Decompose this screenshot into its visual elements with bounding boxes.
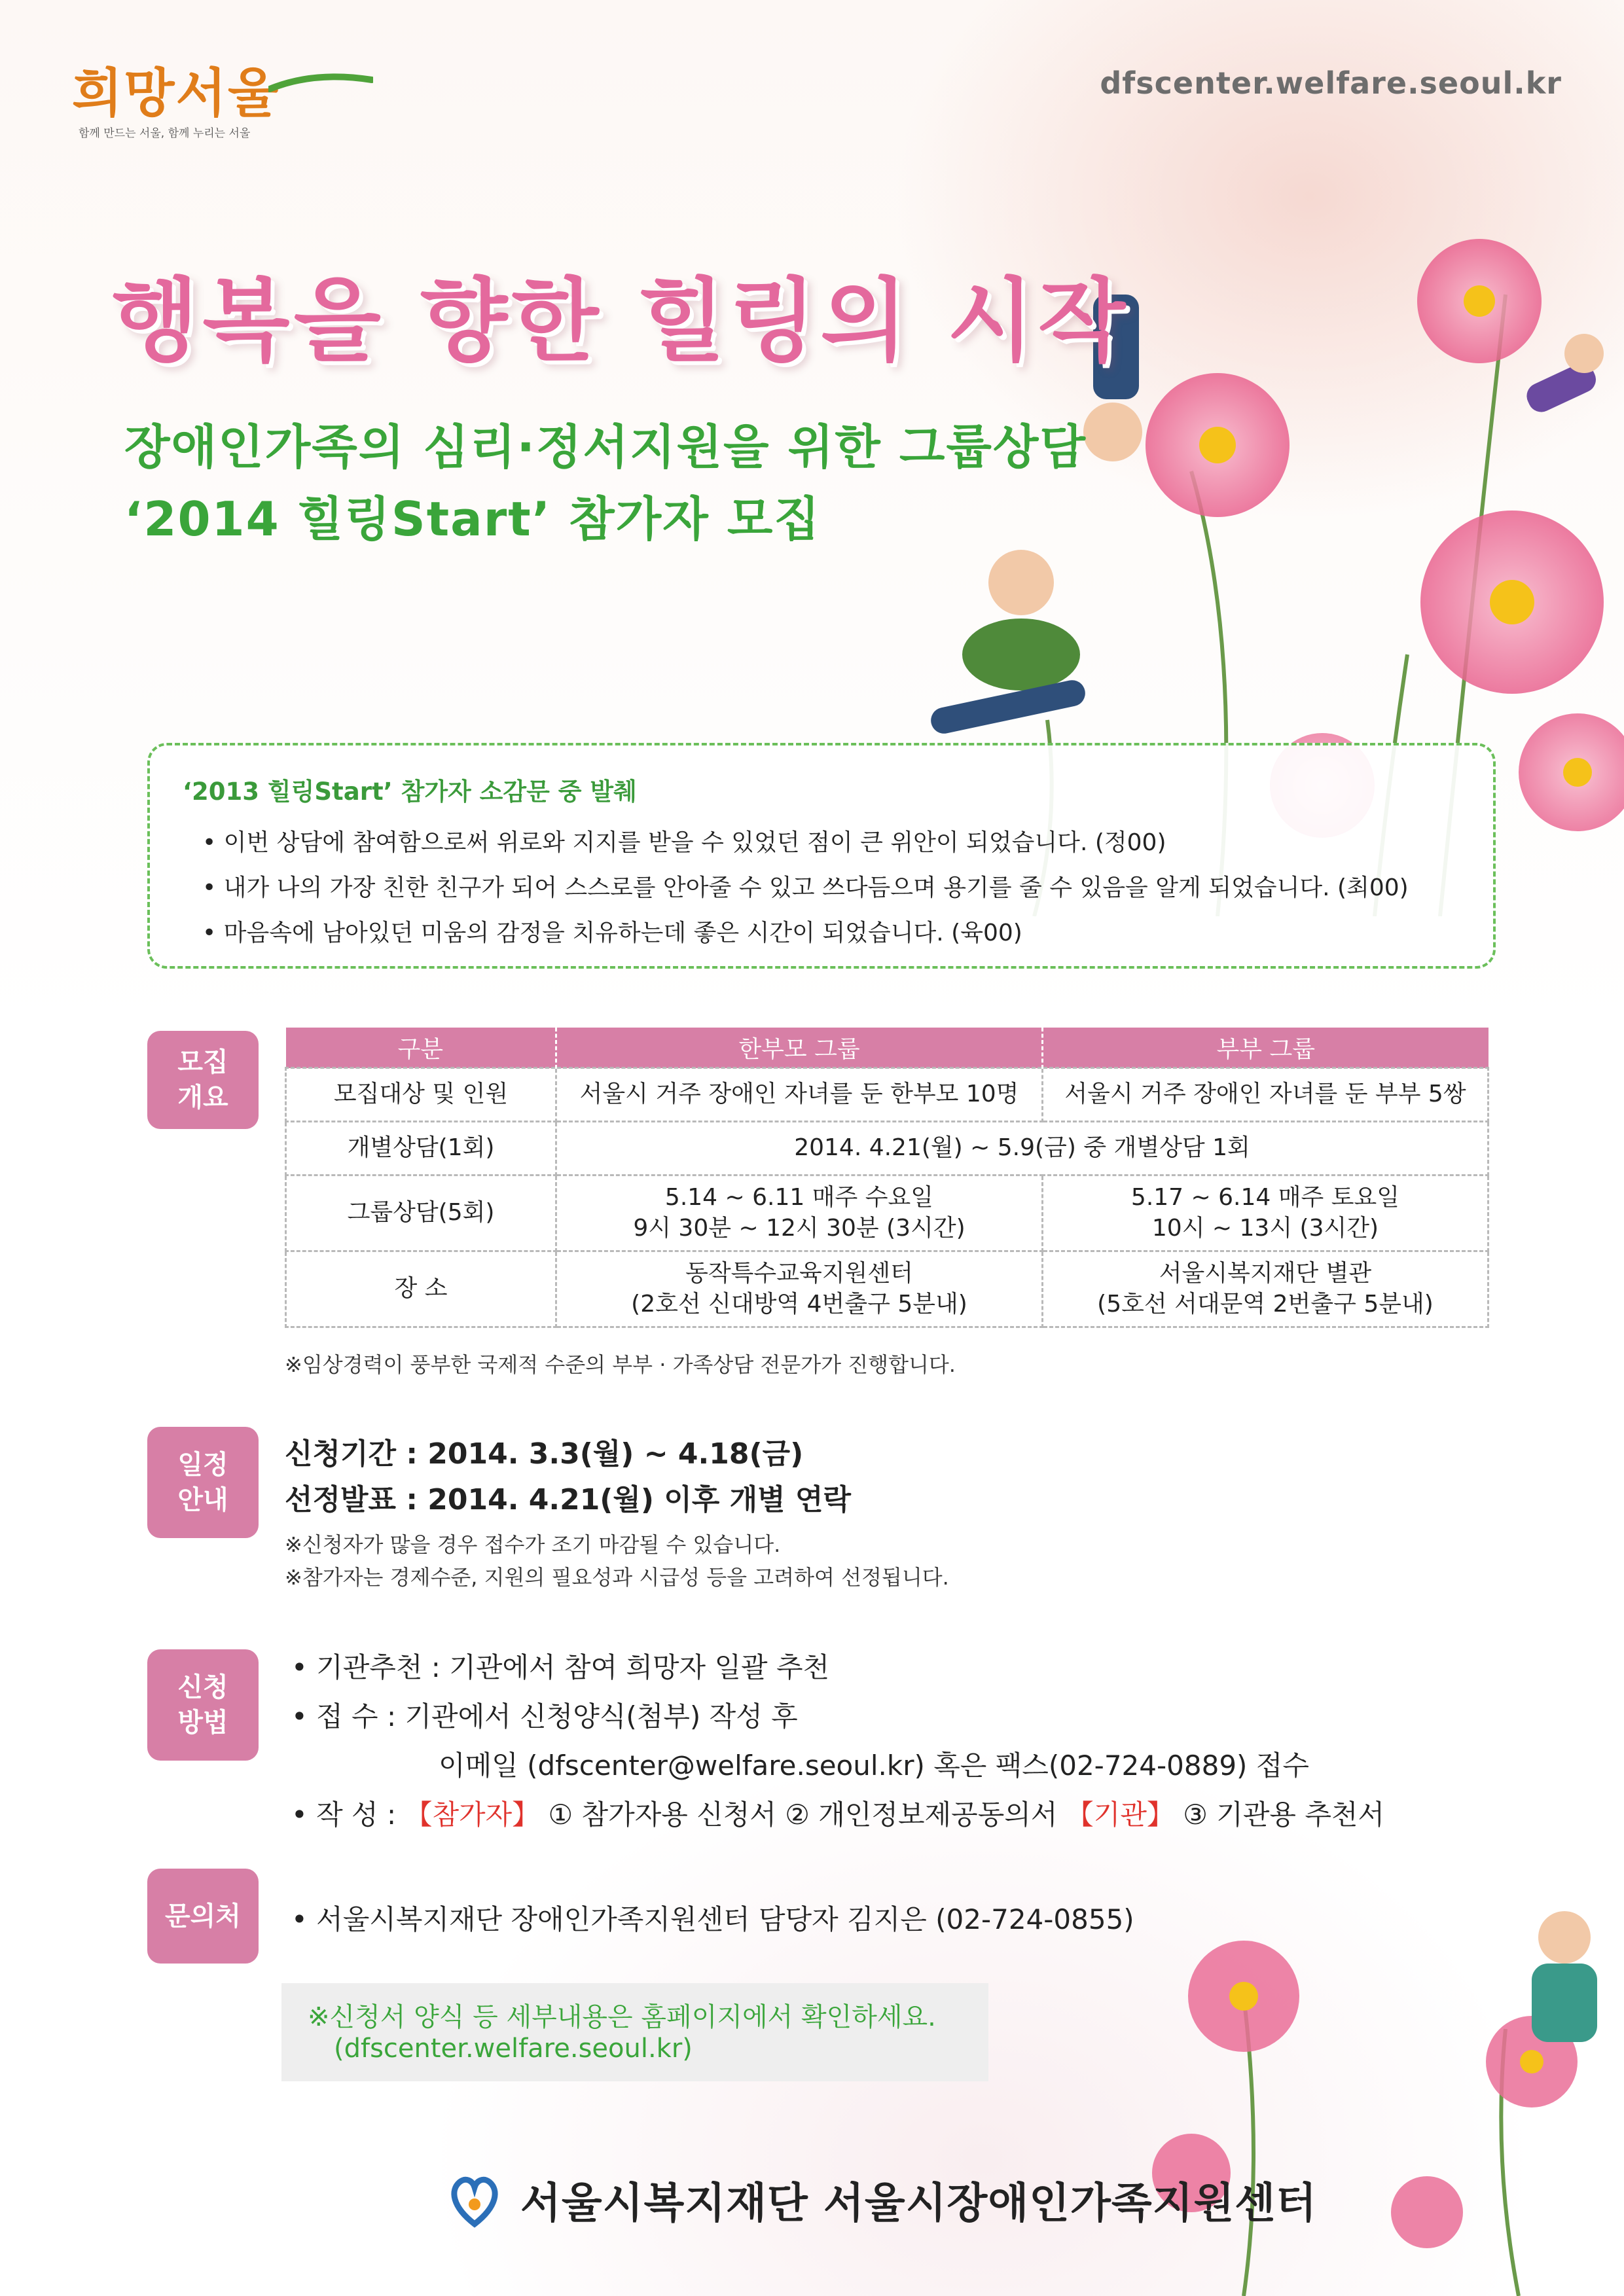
- testimonial-title: ‘2013 힐링Start’ 참가자 소감문 중 발췌: [183, 778, 637, 806]
- section-tag-apply: [147, 1649, 259, 1761]
- cell: 서울시 거주 장애인 자녀를 둔 부부 5쌍: [1043, 1068, 1489, 1122]
- footer-org: 서울시복지재단 서울시장애인가족지원센터: [520, 2179, 1317, 2228]
- table-row: [286, 1122, 1489, 1175]
- section-tag-contact: [147, 1869, 259, 1964]
- overview-table: [285, 1028, 1489, 1328]
- cell-line: 5.14 ~ 6.11 매주 수요일: [664, 1183, 934, 1211]
- cell: [1043, 1251, 1489, 1327]
- homepage-url[interactable]: (dfscenter.welfare.seoul.kr): [334, 2034, 693, 2064]
- forms-agency: ③ 기관용 추천서: [1174, 1799, 1385, 1831]
- logo-tagline: 함께 만드는 서울, 함께 누리는 서울: [79, 127, 251, 140]
- table-row: [286, 1068, 1489, 1122]
- cell: [556, 1175, 1043, 1251]
- testimonial-box: [147, 743, 1496, 969]
- tag-line: 신청: [177, 1672, 228, 1702]
- footer: [445, 2170, 1317, 2230]
- cell: [556, 1251, 1043, 1327]
- forms-label: • 작 성 :: [291, 1799, 405, 1831]
- flower-illustration-bottom: [1113, 1898, 1624, 2296]
- section-tag-overview: [147, 1031, 259, 1129]
- headline: 행복을 향한 힐링의 시작: [111, 268, 1130, 374]
- table-header: 구분: [286, 1028, 556, 1068]
- foundation-logo-icon: [445, 2170, 504, 2229]
- header-url[interactable]: dfscenter.welfare.seoul.kr: [1100, 65, 1562, 101]
- testimonial-line: • 내가 나의 가장 친한 친구가 되어 스스로를 안아줄 수 있고 쓰다듬으며 용기를 줄 수 있음을 알게 되었습니다. (최00): [202, 874, 1409, 901]
- tag-line: 문의처: [165, 1901, 241, 1931]
- child-figure-running: [928, 550, 1087, 736]
- section-tag-schedule: [147, 1427, 259, 1538]
- forms-participant: ① 참가자용 신청서 ② 개인정보제공동의서: [539, 1799, 1066, 1831]
- schedule-note: ※신청자가 많을 경우 접수가 조기 마감될 수 있습니다.: [285, 1532, 781, 1557]
- cell-line: 5.17 ~ 6.14 매주 토요일: [1130, 1183, 1400, 1211]
- testimonial-line: • 마음속에 남아있던 미움의 감정을 치유하는데 좋은 시간이 되었습니다. (육00): [202, 920, 1022, 946]
- row-label: 그룹상담(5회): [286, 1175, 556, 1251]
- tag-line: 개요: [177, 1083, 228, 1113]
- agency-tag: 【기관】: [1066, 1799, 1174, 1831]
- cell: 서울시 거주 장애인 자녀를 둔 한부모 10명: [556, 1068, 1043, 1122]
- homepage-notice: [281, 1983, 988, 2081]
- cell: 2014. 4.21(월) ~ 5.9(금) 중 개별상담 1회: [556, 1122, 1489, 1175]
- apply-line-email: 이메일 (dfscenter@welfare.seoul.kr) 혹은 팩스(02-724-0889) 접수: [439, 1749, 1309, 1782]
- apply-line-receipt: • 접 수 : 기관에서 신청양식(첨부) 작성 후: [291, 1700, 798, 1732]
- logo-swoosh-icon: [268, 73, 373, 97]
- apply-line-forms: [291, 1793, 1384, 1833]
- cell-line: (2호선 신대방역 4번출구 5분내): [631, 1290, 967, 1318]
- table-header: 한부모 그룹: [556, 1028, 1043, 1068]
- child-figure-swinging: [1523, 334, 1604, 416]
- tag-line: 일정: [177, 1450, 228, 1480]
- row-label: 개별상담(1회): [286, 1122, 556, 1175]
- homepage-line: ※신청서 양식 등 세부내용은 홈페이지에서 확인하세요.: [308, 2002, 936, 2032]
- row-label: 모집대상 및 인원: [286, 1068, 556, 1122]
- table-row: [286, 1175, 1489, 1251]
- participant-tag: 【참가자】: [405, 1799, 540, 1831]
- tag-line: 안내: [177, 1485, 228, 1515]
- cell-line: (5호선 서대문역 2번출구 5분내): [1097, 1290, 1434, 1318]
- table-header: 부부 그룹: [1043, 1028, 1489, 1068]
- contact-line: • 서울시복지재단 장애인가족지원센터 담당자 김지은 (02-724-0855): [291, 1903, 1134, 1935]
- cell-line: 9시 30분 ~ 12시 30분 (3시간): [633, 1214, 965, 1242]
- child-figure-sitting: [1532, 1911, 1597, 2042]
- apply-line-agency: • 기관추천 : 기관에서 참여 희망자 일괄 추천: [291, 1651, 830, 1683]
- application-period: 신청기간 : 2014. 3.3(월) ~ 4.18(금): [285, 1437, 804, 1471]
- seoul-logo: [72, 51, 334, 143]
- cell-line: 서울시복지재단 별관: [1159, 1259, 1372, 1287]
- cell-line: 10시 ~ 13시 (3시간): [1151, 1214, 1379, 1242]
- tag-line: 방법: [177, 1708, 228, 1738]
- announcement-date: 선정발표 : 2014. 4.21(월) 이후 개별 연락: [285, 1483, 852, 1516]
- schedule-note: ※참가자는 경제수준, 지원의 필요성과 시급성 등을 고려하여 선정됩니다.: [285, 1565, 949, 1590]
- cell-line: 동작특수교육지원센터: [685, 1259, 913, 1287]
- subtitle-line-1: 장애인가족의 심리·정서지원을 위한 그룹상담: [124, 420, 1087, 475]
- cell: [1043, 1175, 1489, 1251]
- testimonial-line: • 이번 상담에 참여함으로써 위로와 지지를 받을 수 있었던 점이 큰 위안이 되었습니다. (정00): [202, 829, 1166, 856]
- overview-note: ※임상경력이 풍부한 국제적 수준의 부부 · 가족상담 전문가가 진행합니다.: [285, 1352, 956, 1377]
- table-row: [286, 1251, 1489, 1327]
- logo-text: 희망서울: [72, 62, 280, 124]
- subtitle-line-2: ‘2014 힐링Start’ 참가자 모집: [124, 492, 821, 547]
- tag-line: 모집: [177, 1047, 228, 1077]
- row-label: 장 소: [286, 1251, 556, 1327]
